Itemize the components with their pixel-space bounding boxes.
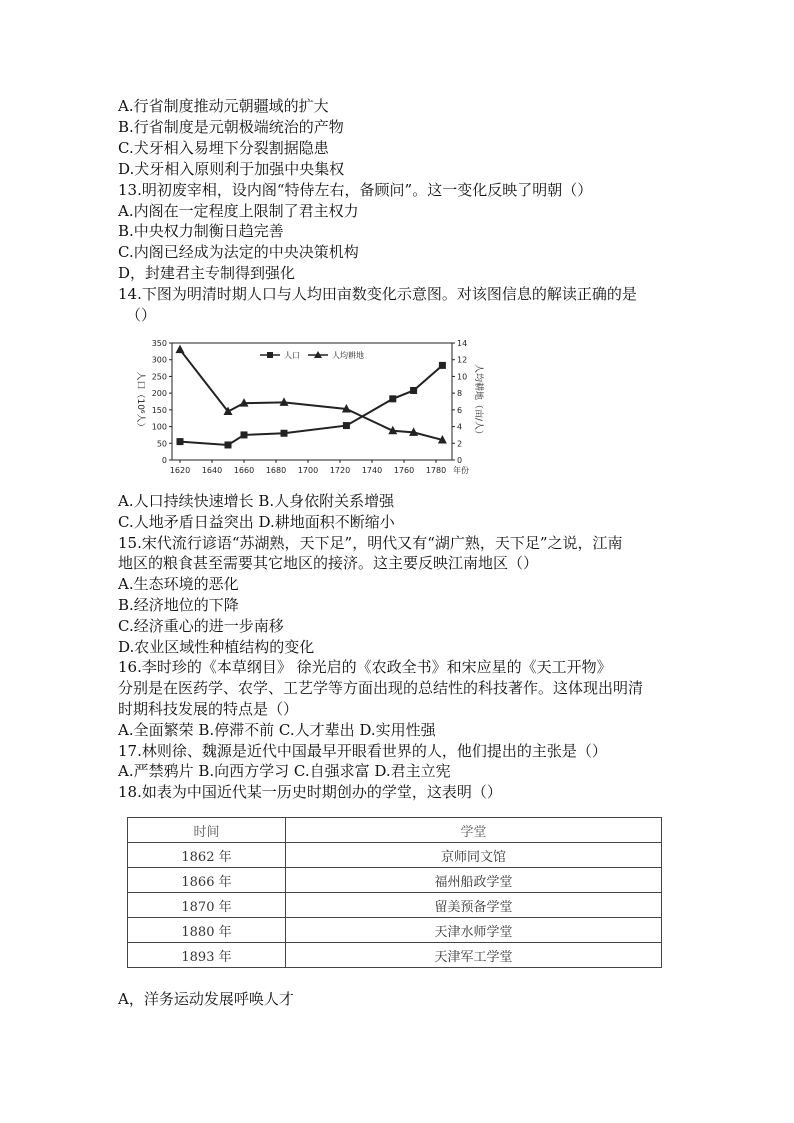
- text-line: A.全面繁荣 B.停滞不前 C.人才辈出 D.实用性强: [118, 720, 436, 739]
- text-line: D.犬牙相入原则利于加强中央集权: [118, 159, 345, 178]
- data-point-population: [389, 395, 396, 402]
- table-row: [128, 918, 662, 943]
- y-left-tick-label: 150: [151, 405, 167, 415]
- data-point-population: [281, 430, 288, 437]
- data-point-population: [410, 387, 417, 394]
- x-tick-label: 1680: [265, 466, 287, 475]
- y-left-tick-label: 50: [156, 439, 167, 449]
- y-left-axis-label: 人口（10⁶人）: [135, 371, 145, 432]
- legend-marker-square: [267, 352, 273, 358]
- y-right-tick-label: 10: [457, 372, 468, 382]
- table-cell-year: 1880 年: [128, 918, 286, 943]
- table-cell-school: 天津水师学堂: [286, 918, 662, 943]
- text-line: B.经济地位的下降: [118, 596, 239, 614]
- data-point-population: [343, 422, 350, 429]
- text-line: A.内阁在一定程度上限制了君主权力: [118, 201, 359, 220]
- plot-frame: [172, 343, 452, 460]
- x-axis-unit: 年份: [453, 466, 469, 475]
- text-line: B.中央权力制衡日趋完善: [118, 222, 284, 241]
- text-line: C.犬牙相入易埋下分裂割据隐患: [118, 138, 329, 157]
- x-tick-label: 1780: [425, 466, 447, 475]
- x-tick-label: 1720: [329, 466, 351, 475]
- y-right-tick-label: 14: [457, 339, 468, 348]
- x-tick-label: 1620: [169, 466, 191, 475]
- text-line: C.内阁已经成为法定的中央决策机构: [118, 243, 359, 262]
- x-tick-label: 1740: [361, 466, 383, 475]
- text-line: A.严禁鸦片 B.向西方学习 C.自强求富 D.君主立宪: [118, 762, 451, 781]
- y-left-tick-label: 250: [151, 372, 167, 382]
- text-line: A.行省制度推动元朝疆域的扩大: [118, 97, 329, 115]
- table-cell-school: 留美预备学堂: [286, 893, 662, 918]
- text-line: 地区的粮食甚至需要其它地区的接济。这主要反映江南地区（）: [118, 554, 539, 573]
- y-left-tick-label: 300: [151, 355, 167, 365]
- y-right-axis-label: 人均耕地（亩/人）: [473, 363, 483, 440]
- text-line: 分别是在医药学、农学、工艺学等方面出现的总结性的科技著作。这体现出明清: [118, 679, 644, 698]
- table-row: [128, 868, 662, 893]
- y-right-tick-label: 8: [457, 389, 463, 399]
- y-right-tick-label: 2: [457, 439, 463, 449]
- text-line: 18.如表为中国近代某一历史时期创办的学堂，这表明（）: [118, 783, 502, 802]
- data-point-population: [439, 362, 446, 369]
- text-line: 14.下图为明清时期人口与人均田亩数变化示意图。对该图信息的解读正确的是: [118, 285, 637, 304]
- table-cell-year: 1870 年: [128, 893, 286, 918]
- table-row: [128, 893, 662, 918]
- x-tick-label: 1640: [201, 466, 223, 475]
- text-line: C.人地矛盾日益突出 D.耕地面积不断缩小: [118, 512, 395, 531]
- table-header-school: 学堂: [286, 818, 662, 843]
- table-header-time: 时间: [128, 818, 286, 843]
- table-cell-year: 1866 年: [128, 868, 286, 893]
- y-left-tick-label: 200: [151, 389, 167, 399]
- answer-option-line: A，洋务运动发展呼唤人才: [118, 990, 294, 1008]
- legend-label-population: 人口: [284, 351, 300, 360]
- y-left-tick-label: 350: [151, 339, 167, 348]
- data-point-population: [177, 438, 184, 445]
- table-cell-school: 天津军工学堂: [286, 943, 662, 968]
- text-line: 15.宋代流行谚语“苏湖熟，天下足”，明代又有“湖广熟，天下足”之说，江南: [118, 533, 623, 552]
- y-left-tick-label: 100: [151, 422, 167, 432]
- text-line: 16.李时珍的《本草纲目》 徐光启的《农政全书》和宋应星的《天工开物》: [118, 658, 612, 677]
- text-line: 13.明初废宰相，设内阁“特侍左右，备顾问”。这一变化反映了明朝（）: [118, 180, 593, 199]
- text-line: D，封建君主专制得到强化: [118, 264, 296, 283]
- text-line: 时期科技发展的特点是（）: [118, 700, 299, 718]
- data-point-farmland: [176, 345, 185, 354]
- text-line: D.农业区域性种植结构的变化: [118, 637, 315, 656]
- y-right-tick-label: 0: [457, 456, 463, 465]
- school-table: [127, 817, 662, 968]
- table-cell-school: 福州船政学堂: [286, 868, 662, 893]
- y-left-tick-label: 0: [161, 456, 167, 465]
- y-right-tick-label: 6: [457, 405, 463, 415]
- table-header-row: [128, 818, 662, 843]
- text-line: 17.林则徐、魏源是近代中国最早开眼看世界的人，他们提出的主张是（）: [118, 741, 607, 760]
- table-row: [128, 843, 662, 868]
- y-right-tick-label: 12: [457, 355, 468, 365]
- data-point-population: [225, 441, 232, 448]
- legend-label-farmland: 人均耕地: [332, 351, 364, 360]
- x-tick-label: 1700: [297, 466, 319, 475]
- text-line: B.行省制度是元朝极端统治的产物: [118, 117, 344, 136]
- x-tick-label: 1660: [233, 466, 255, 475]
- table-cell-year: 1893 年: [128, 943, 286, 968]
- table-cell-school: 京师同文馆: [286, 843, 662, 868]
- text-line: （）: [126, 306, 157, 324]
- text-line: A.人口持续快速增长 B.人身依附关系增强: [118, 492, 395, 510]
- y-right-tick-label: 4: [457, 422, 463, 432]
- text-line: A.生态环境的恶化: [118, 575, 239, 594]
- table-cell-year: 1862 年: [128, 843, 286, 868]
- table-row: [128, 943, 662, 968]
- x-tick-label: 1760: [393, 466, 415, 475]
- population-farmland-chart: [118, 333, 498, 483]
- text-line: C.经济重心的进一步南移: [118, 616, 284, 635]
- data-point-population: [241, 431, 248, 438]
